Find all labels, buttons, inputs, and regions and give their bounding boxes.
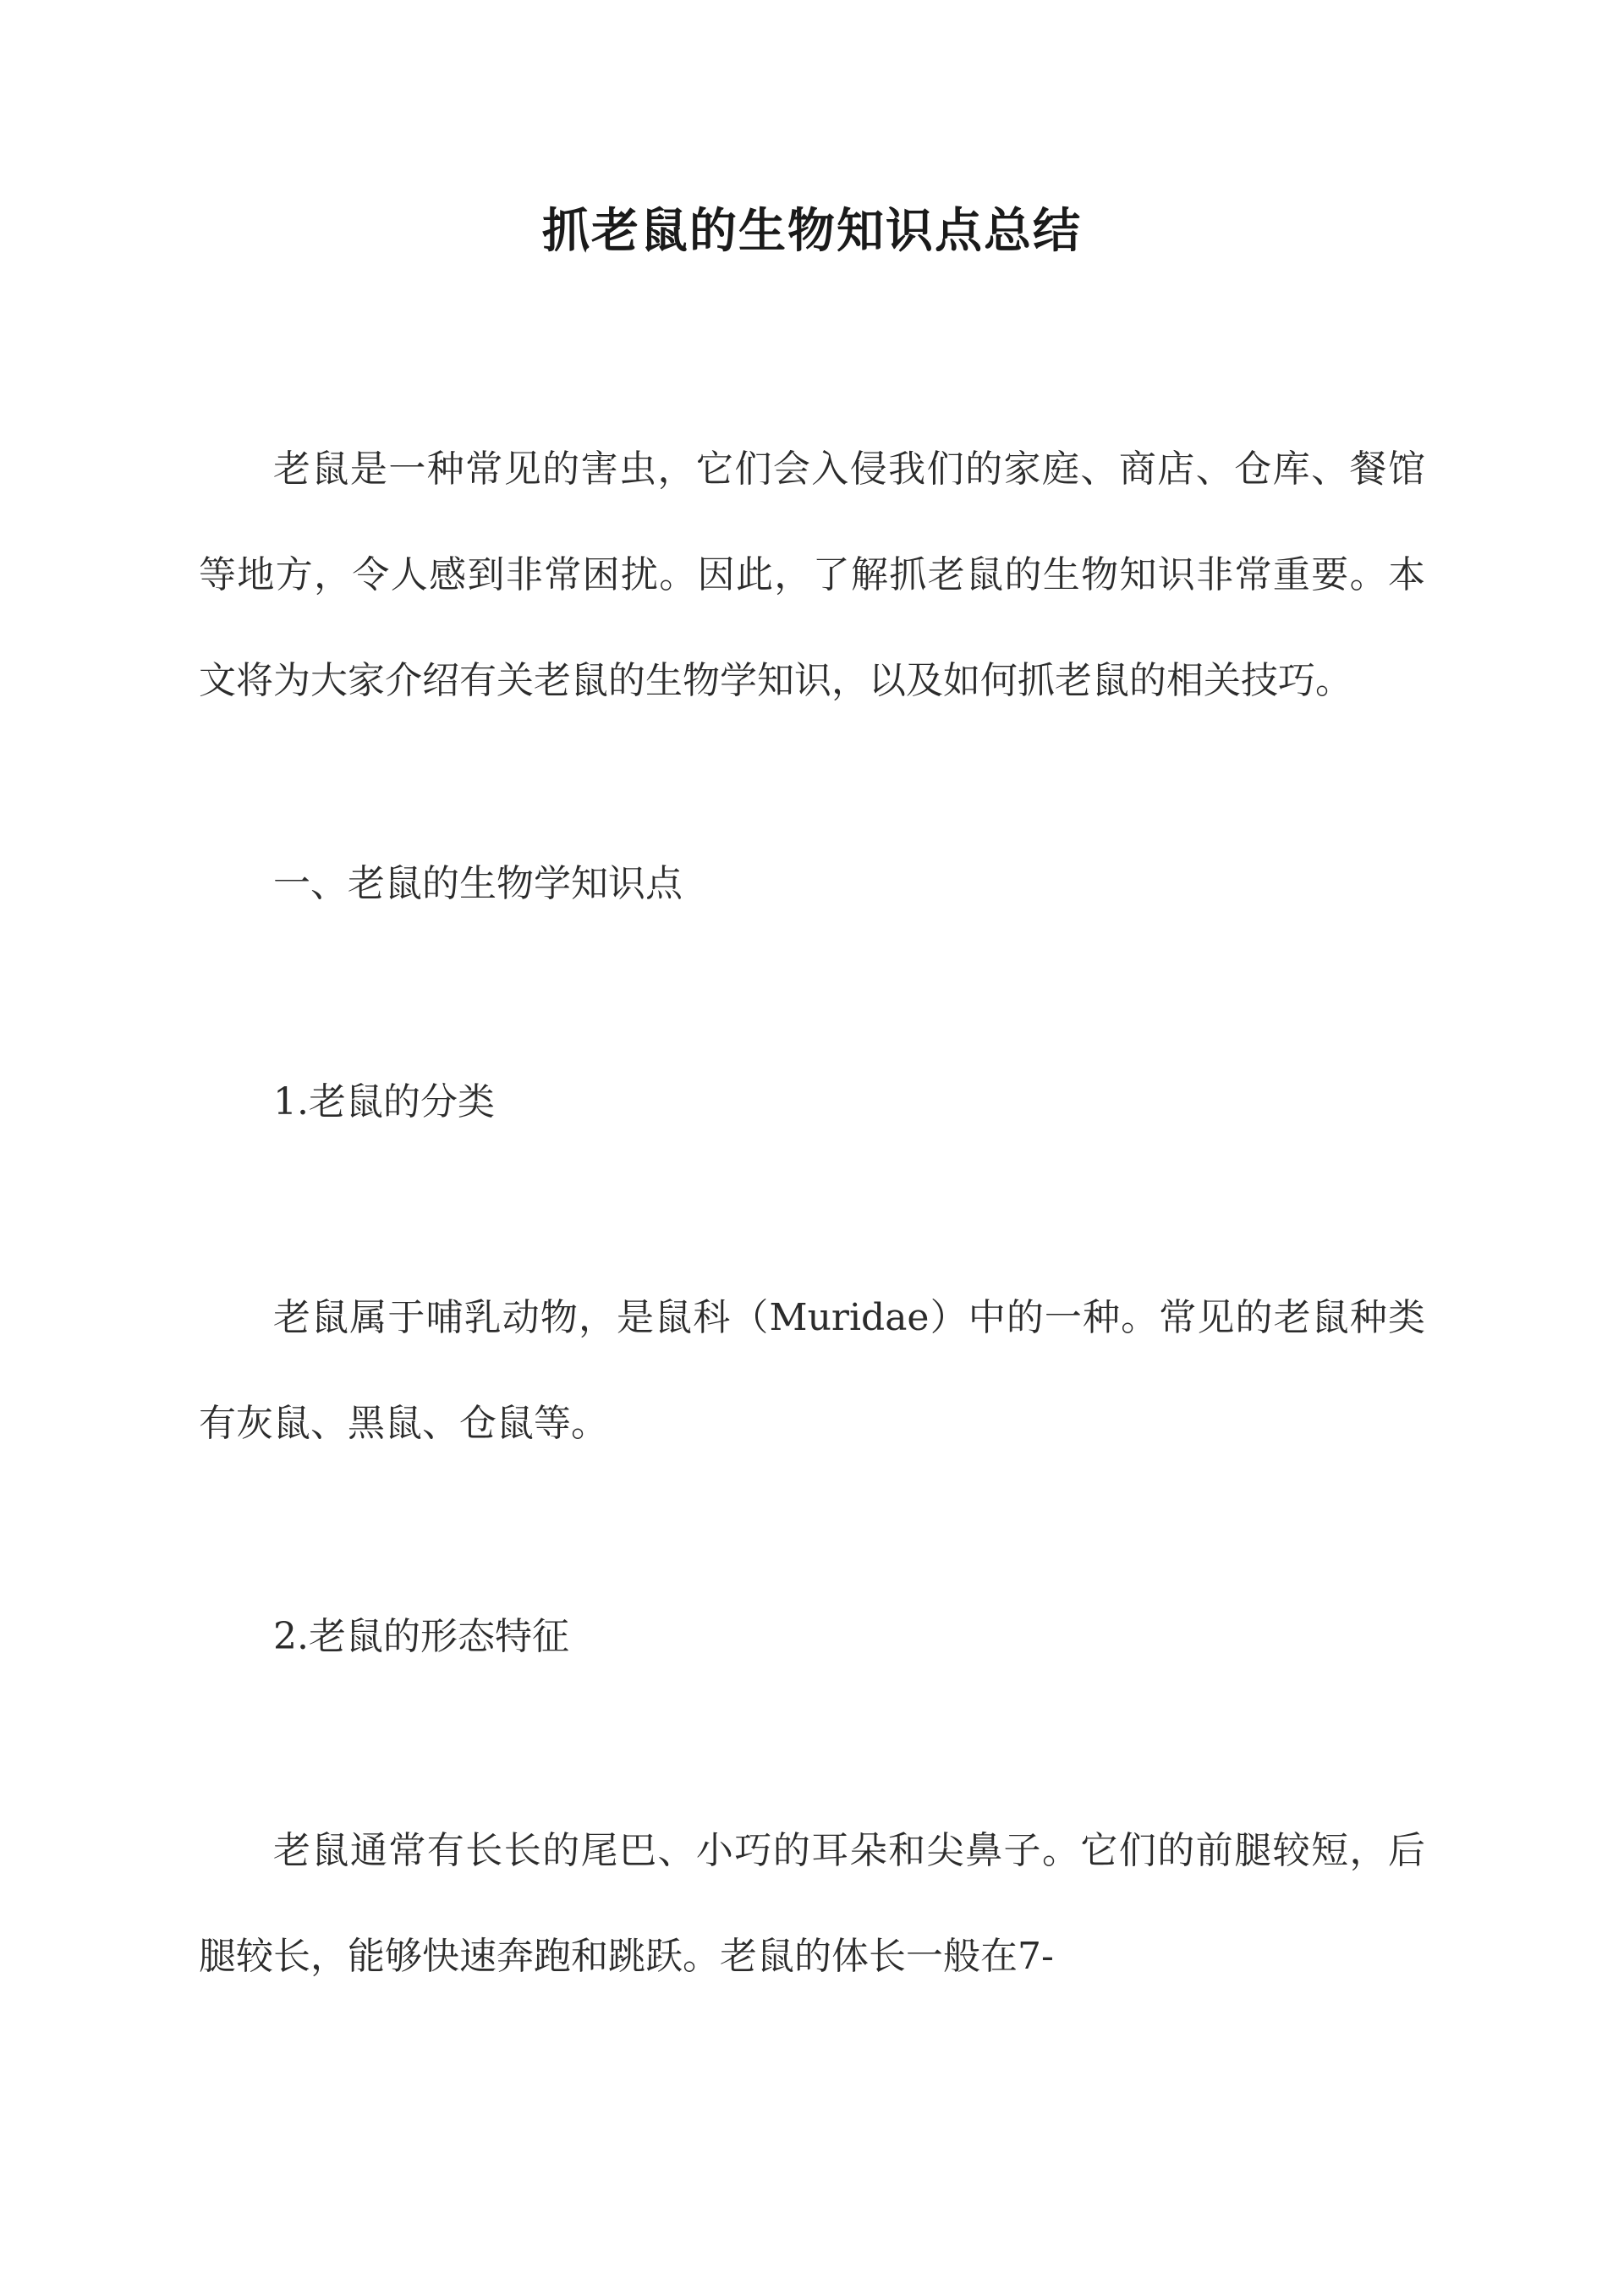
morphology-paragraph: 老鼠通常有长长的尾巴、小巧的耳朵和尖鼻子。它们的前腿较短，后腿较长，能够快速奔跑和跳跃。老鼠的体长一般在7- [199,1829,1425,1978]
intro-paragraph: 老鼠是一种常见的害虫，它们会入侵我们的家庭、商店、仓库、餐馆等地方，令人感到非常困扰。因此，了解抓老鼠的生物知识非常重要。本文将为大家介绍有关老鼠的生物学知识，以及如何抓老鼠的相关技巧。 [199,448,1425,702]
document-title: 抓老鼠的生物知识点总结 [542,203,1082,259]
subsection-heading-classification: 1.老鼠的分类 [273,1080,495,1123]
subsection-heading-morphology: 2.老鼠的形态特征 [273,1615,569,1658]
section-heading: 一、老鼠的生物学知识点 [273,862,683,905]
classification-paragraph: 老鼠属于哺乳动物，是鼠科（Muridae）中的一种。常见的老鼠种类有灰鼠、黑鼠、仓鼠等。 [199,1296,1425,1445]
